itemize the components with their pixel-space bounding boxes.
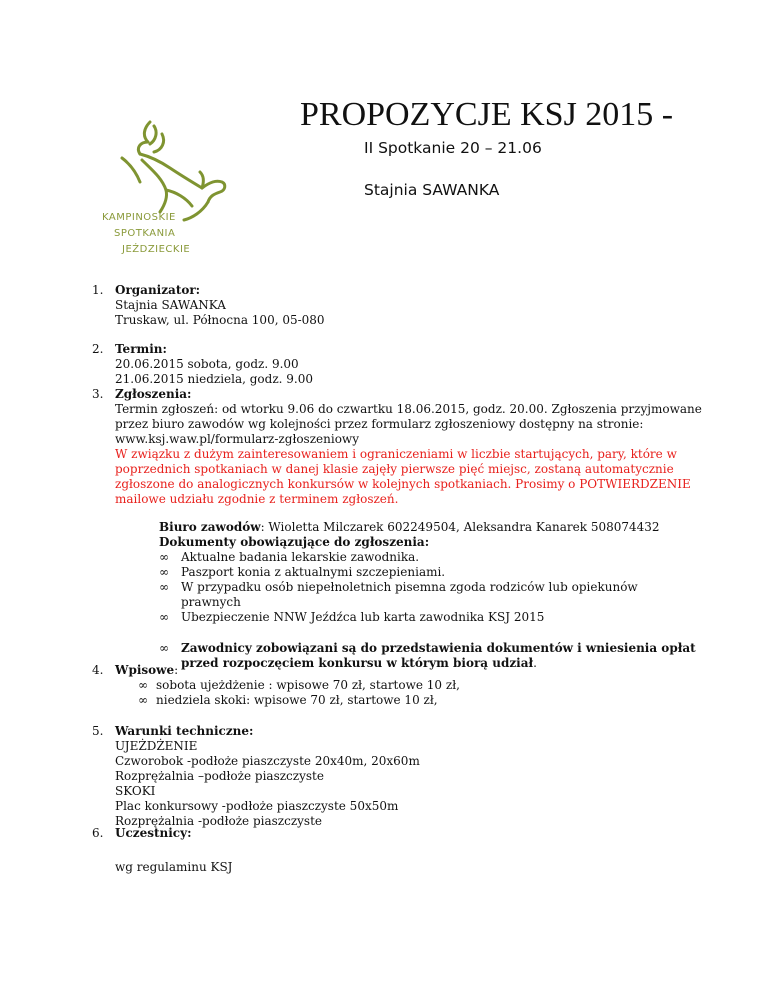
horse-icon [122, 122, 225, 220]
notice-line-2-text: przed rozpoczęciem konkursu w którym biorą udział [181, 656, 534, 670]
date-line-1: 20.06.2015 sobota, godz. 9.00 [115, 357, 299, 371]
fee-item: niedziela skoki: wpisowe 70 zł, startowe 10 zł, [156, 693, 438, 707]
organizer-name: Stajnia SAWANKA [115, 298, 226, 312]
section-6-heading: Uczestnicy: [115, 826, 192, 840]
tech-line: Czworobok -podłoże piaszczyste 20x40m, 20x60m [115, 754, 420, 768]
documents-heading: Dokumenty obowiązujące do zgłoszenia: [159, 535, 430, 549]
entries-note-4: mailowe udziału zgodnie z terminem zgłoszeń. [115, 492, 399, 506]
section-5-heading: Warunki techniczne: [115, 724, 254, 738]
section-2-number: 2. [92, 342, 104, 356]
section-4-heading-line [115, 663, 178, 677]
bullet-icon: ∞ [159, 641, 169, 655]
tech-line: Rozprężalnia –podłoże piaszczyste [115, 769, 324, 783]
tech-line: UJEŻDŻENIE [115, 739, 198, 753]
section-2-heading: Termin: [115, 342, 167, 356]
logo-line-2: SPOTKANIA [114, 228, 176, 239]
entries-line-1: Termin zgłoszeń: od wtorku 9.06 do czwartku 18.06.2015, godz. 20.00. Zgłoszenia przyjmowane [115, 402, 702, 416]
section-1-heading: Organizator: [115, 283, 201, 297]
ksj-logo [92, 112, 252, 262]
tech-line: Plac konkursowy -podłoże piaszczyste 50x50m [115, 799, 399, 813]
section-3-number: 3. [92, 387, 104, 401]
office-label: Biuro zawodów [159, 520, 261, 534]
entries-note-1: W związku z dużym zainteresowaniem i ograniczeniami w liczbie startujących, pary, które w [115, 447, 677, 461]
document-item: Aktualne badania lekarskie zawodnika. [181, 550, 420, 564]
bullet-icon: ∞ [159, 580, 169, 594]
office-line [159, 520, 660, 534]
section-1-number: 1. [92, 283, 104, 297]
entries-line-2: przez biuro zawodów wg kolejności przez formularz zgłoszeniowy dostępny na stronie: [115, 417, 644, 431]
notice-period: . [533, 656, 537, 670]
organizer-address: Truskaw, ul. Północna 100, 05-080 [115, 313, 325, 327]
entries-note-3: zgłoszone do analogicznych konkursów w kolejnych spotkaniach. Prosimy o POTWIERDZENIE [115, 477, 691, 491]
section-3-heading: Zgłoszenia: [115, 387, 192, 401]
bullet-icon: ∞ [159, 550, 169, 564]
stable-name: Stajnia SAWANKA [364, 181, 500, 199]
logo-line-1: KAMPINOSKIE [102, 212, 176, 223]
bullet-icon: ∞ [159, 565, 169, 579]
section-4-heading: Wpisowe [115, 663, 175, 677]
page-title: PROPOZYCJE KSJ 2015 - [300, 96, 674, 133]
page-subtitle: II Spotkanie 20 – 21.06 [364, 139, 542, 157]
document-item: Paszport konia z aktualnymi szczepieniami. [181, 565, 446, 579]
fee-item: sobota ujeżdżenie : wpisowe 70 zł, startowe 10 zł, [156, 678, 460, 692]
notice-line-2 [181, 656, 537, 670]
section-4-colon: : [174, 663, 179, 677]
entries-link[interactable]: www.ksj.waw.pl/formularz-zgłoszeniowy [115, 432, 359, 446]
document-item: W przypadku osób niepełnoletnich pisemna zgoda rodziców lub opiekunów [181, 580, 638, 594]
tech-line: Rozprężalnia -podłoże piaszczyste [115, 814, 323, 828]
tech-line: SKOKI [115, 784, 156, 798]
entries-note-2: poprzednich spotkaniach w danej klasie zajęły pierwsze pięć miejsc, zostaną automatycznie [115, 462, 674, 476]
bullet-icon: ∞ [138, 678, 148, 692]
notice-line-1: Zawodnicy zobowiązani są do przedstawienia dokumentów i wniesienia opłat [181, 641, 696, 655]
document-item: Ubezpieczenie NNW Jeźdźca lub karta zawodnika KSJ 2015 [181, 610, 545, 624]
office-contacts: : Wioletta Milczarek 602249504, Aleksandra Kanarek 508074432 [260, 520, 660, 534]
bullet-icon: ∞ [159, 610, 169, 624]
participants-text: wg regulaminu KSJ [115, 860, 233, 874]
bullet-icon: ∞ [138, 693, 148, 707]
date-line-2: 21.06.2015 niedziela, godz. 9.00 [115, 372, 314, 386]
document-item-continued: prawnych [181, 595, 241, 609]
section-6-number: 6. [92, 826, 104, 840]
logo-line-3: JEŹDZIECKIE [122, 244, 191, 255]
section-4-number: 4. [92, 663, 104, 677]
section-5-number: 5. [92, 724, 104, 738]
